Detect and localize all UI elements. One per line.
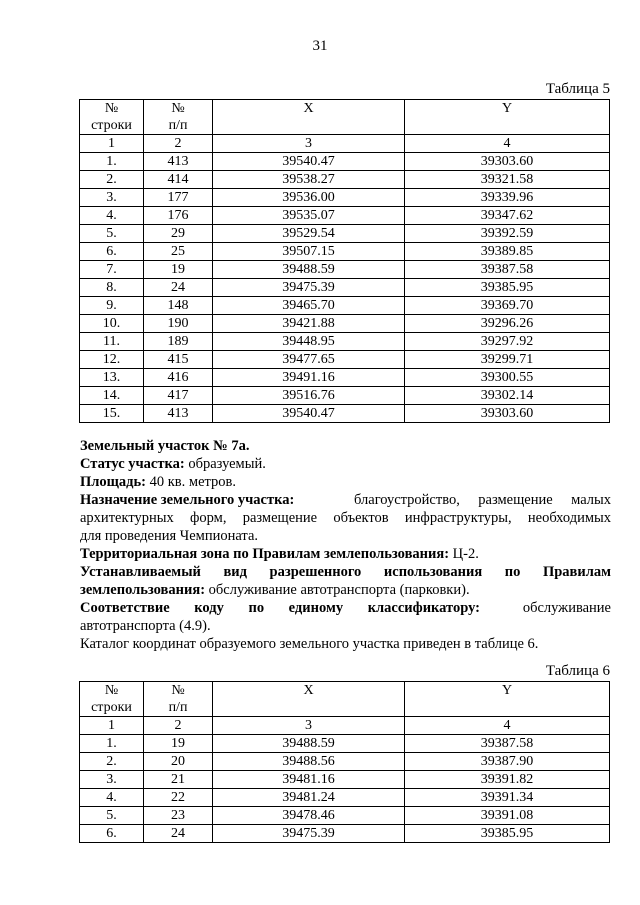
parcel-purpose-line3: для проведения Чемпионата. [80, 528, 259, 544]
y-coordinate-cell: 39387.58 [405, 261, 610, 279]
x-coordinate-cell: 39529.54 [213, 225, 405, 243]
table6-header-x: X [213, 682, 405, 717]
x-coordinate-cell: 39478.46 [213, 807, 405, 825]
y-coordinate-cell: 39385.95 [405, 825, 610, 843]
y-coordinate-cell: 39303.60 [405, 153, 610, 171]
table6-index-row [80, 717, 610, 735]
index-cell: 3 [213, 135, 405, 153]
point-number-cell: 413 [144, 153, 213, 171]
y-coordinate-cell: 39302.14 [405, 387, 610, 405]
row-number-cell: 3. [80, 771, 144, 789]
table5-header-y: Y [405, 100, 610, 135]
table-row [80, 351, 610, 369]
y-coordinate-cell: 39389.85 [405, 243, 610, 261]
row-number-cell: 1. [80, 735, 144, 753]
y-coordinate-cell: 39299.71 [405, 351, 610, 369]
y-coordinate-cell: 39369.70 [405, 297, 610, 315]
parcel-title: Земельный участок № 7а. [80, 438, 250, 454]
parcel-area: Площадь: 40 кв. метров. [80, 474, 236, 490]
point-number-cell: 413 [144, 405, 213, 423]
row-number-cell: 8. [80, 279, 144, 297]
row-number-cell: 10. [80, 315, 144, 333]
x-coordinate-cell: 39540.47 [213, 153, 405, 171]
row-number-cell: 2. [80, 171, 144, 189]
table-row [80, 171, 610, 189]
row-number-cell: 4. [80, 207, 144, 225]
table-row [80, 243, 610, 261]
point-number-cell: 23 [144, 807, 213, 825]
x-coordinate-cell: 39421.88 [213, 315, 405, 333]
parcel-purpose-line1: Назначение земельного участка: благоустройство, размещение малых [80, 492, 611, 508]
table-row [80, 189, 610, 207]
row-number-cell: 6. [80, 243, 144, 261]
table6 [79, 681, 610, 843]
x-coordinate-cell: 39477.65 [213, 351, 405, 369]
row-number-cell: 15. [80, 405, 144, 423]
table-row [80, 387, 610, 405]
point-number-cell: 177 [144, 189, 213, 207]
point-number-cell: 415 [144, 351, 213, 369]
table-row [80, 807, 610, 825]
x-coordinate-cell: 39465.70 [213, 297, 405, 315]
table-row [80, 753, 610, 771]
row-number-cell: 2. [80, 753, 144, 771]
index-cell: 2 [144, 717, 213, 735]
point-number-cell: 190 [144, 315, 213, 333]
table-row [80, 771, 610, 789]
table6-header-point-no: № п/п [144, 682, 213, 717]
index-cell: 3 [213, 717, 405, 735]
point-number-cell: 416 [144, 369, 213, 387]
table5-header-row-no: № строки [80, 100, 144, 135]
y-coordinate-cell: 39391.34 [405, 789, 610, 807]
x-coordinate-cell: 39488.59 [213, 261, 405, 279]
x-coordinate-cell: 39536.00 [213, 189, 405, 207]
point-number-cell: 417 [144, 387, 213, 405]
point-number-cell: 20 [144, 753, 213, 771]
table-row [80, 333, 610, 351]
row-number-cell: 9. [80, 297, 144, 315]
table-row [80, 261, 610, 279]
table6-header-row [80, 682, 610, 717]
x-coordinate-cell: 39535.07 [213, 207, 405, 225]
x-coordinate-cell: 39481.16 [213, 771, 405, 789]
row-number-cell: 1. [80, 153, 144, 171]
table-row [80, 405, 610, 423]
x-coordinate-cell: 39475.39 [213, 279, 405, 297]
table-row [80, 153, 610, 171]
point-number-cell: 189 [144, 333, 213, 351]
parcel-purpose-line2: архитектурных форм, размещение объектов инфраструктуры, необходимых [80, 510, 611, 526]
point-number-cell: 22 [144, 789, 213, 807]
table5-header-row [80, 100, 610, 135]
x-coordinate-cell: 39507.15 [213, 243, 405, 261]
table-row [80, 789, 610, 807]
table-row [80, 315, 610, 333]
y-coordinate-cell: 39387.58 [405, 735, 610, 753]
y-coordinate-cell: 39347.62 [405, 207, 610, 225]
row-number-cell: 11. [80, 333, 144, 351]
y-coordinate-cell: 39300.55 [405, 369, 610, 387]
x-coordinate-cell: 39491.16 [213, 369, 405, 387]
row-number-cell: 4. [80, 789, 144, 807]
point-number-cell: 29 [144, 225, 213, 243]
page-number: 31 [312, 38, 328, 54]
index-cell: 1 [80, 717, 144, 735]
parcel-zone: Территориальная зона по Правилам землепользования: Ц-2. [80, 546, 479, 562]
row-number-cell: 3. [80, 189, 144, 207]
y-coordinate-cell: 39339.96 [405, 189, 610, 207]
table5 [79, 99, 610, 423]
y-coordinate-cell: 39392.59 [405, 225, 610, 243]
parcel-use-line1: Устанавливаемый вид разрешенного использования по Правилам [80, 564, 611, 580]
row-number-cell: 7. [80, 261, 144, 279]
table5-header-point-no: № п/п [144, 100, 213, 135]
point-number-cell: 24 [144, 825, 213, 843]
index-cell: 2 [144, 135, 213, 153]
y-coordinate-cell: 39321.58 [405, 171, 610, 189]
x-coordinate-cell: 39481.24 [213, 789, 405, 807]
catalog-note: Каталог координат образуемого земельного участка приведен в таблице 6. [80, 636, 539, 652]
y-coordinate-cell: 39391.08 [405, 807, 610, 825]
table-row [80, 825, 610, 843]
x-coordinate-cell: 39488.56 [213, 753, 405, 771]
table6-caption: Таблица 6 [545, 663, 610, 679]
table-row [80, 279, 610, 297]
parcel-class-line2: автотранспорта (4.9). [80, 618, 211, 634]
table6-header-row-no: № строки [80, 682, 144, 717]
table-row [80, 207, 610, 225]
point-number-cell: 21 [144, 771, 213, 789]
x-coordinate-cell: 39488.59 [213, 735, 405, 753]
table-row [80, 369, 610, 387]
index-cell: 4 [405, 135, 610, 153]
table-row [80, 735, 610, 753]
row-number-cell: 13. [80, 369, 144, 387]
index-cell: 4 [405, 717, 610, 735]
point-number-cell: 176 [144, 207, 213, 225]
x-coordinate-cell: 39540.47 [213, 405, 405, 423]
x-coordinate-cell: 39448.95 [213, 333, 405, 351]
y-coordinate-cell: 39297.92 [405, 333, 610, 351]
table-row [80, 225, 610, 243]
point-number-cell: 25 [144, 243, 213, 261]
y-coordinate-cell: 39303.60 [405, 405, 610, 423]
x-coordinate-cell: 39475.39 [213, 825, 405, 843]
index-cell: 1 [80, 135, 144, 153]
table5-caption: Таблица 5 [545, 81, 610, 97]
point-number-cell: 148 [144, 297, 213, 315]
parcel-status: Статус участка: образуемый. [80, 456, 266, 472]
row-number-cell: 5. [80, 225, 144, 243]
point-number-cell: 414 [144, 171, 213, 189]
table5-index-row [80, 135, 610, 153]
parcel-use-line2: землепользования: обслуживание автотранспорта (парковки). [80, 582, 470, 598]
y-coordinate-cell: 39391.82 [405, 771, 610, 789]
x-coordinate-cell: 39516.76 [213, 387, 405, 405]
table-row [80, 297, 610, 315]
row-number-cell: 14. [80, 387, 144, 405]
y-coordinate-cell: 39385.95 [405, 279, 610, 297]
y-coordinate-cell: 39296.26 [405, 315, 610, 333]
row-number-cell: 12. [80, 351, 144, 369]
table5-header-x: X [213, 100, 405, 135]
table6-header-y: Y [405, 682, 610, 717]
x-coordinate-cell: 39538.27 [213, 171, 405, 189]
parcel-class-line1: Соответствие коду по единому классификатору: обслуживание [80, 600, 611, 616]
point-number-cell: 24 [144, 279, 213, 297]
point-number-cell: 19 [144, 261, 213, 279]
point-number-cell: 19 [144, 735, 213, 753]
row-number-cell: 5. [80, 807, 144, 825]
row-number-cell: 6. [80, 825, 144, 843]
y-coordinate-cell: 39387.90 [405, 753, 610, 771]
